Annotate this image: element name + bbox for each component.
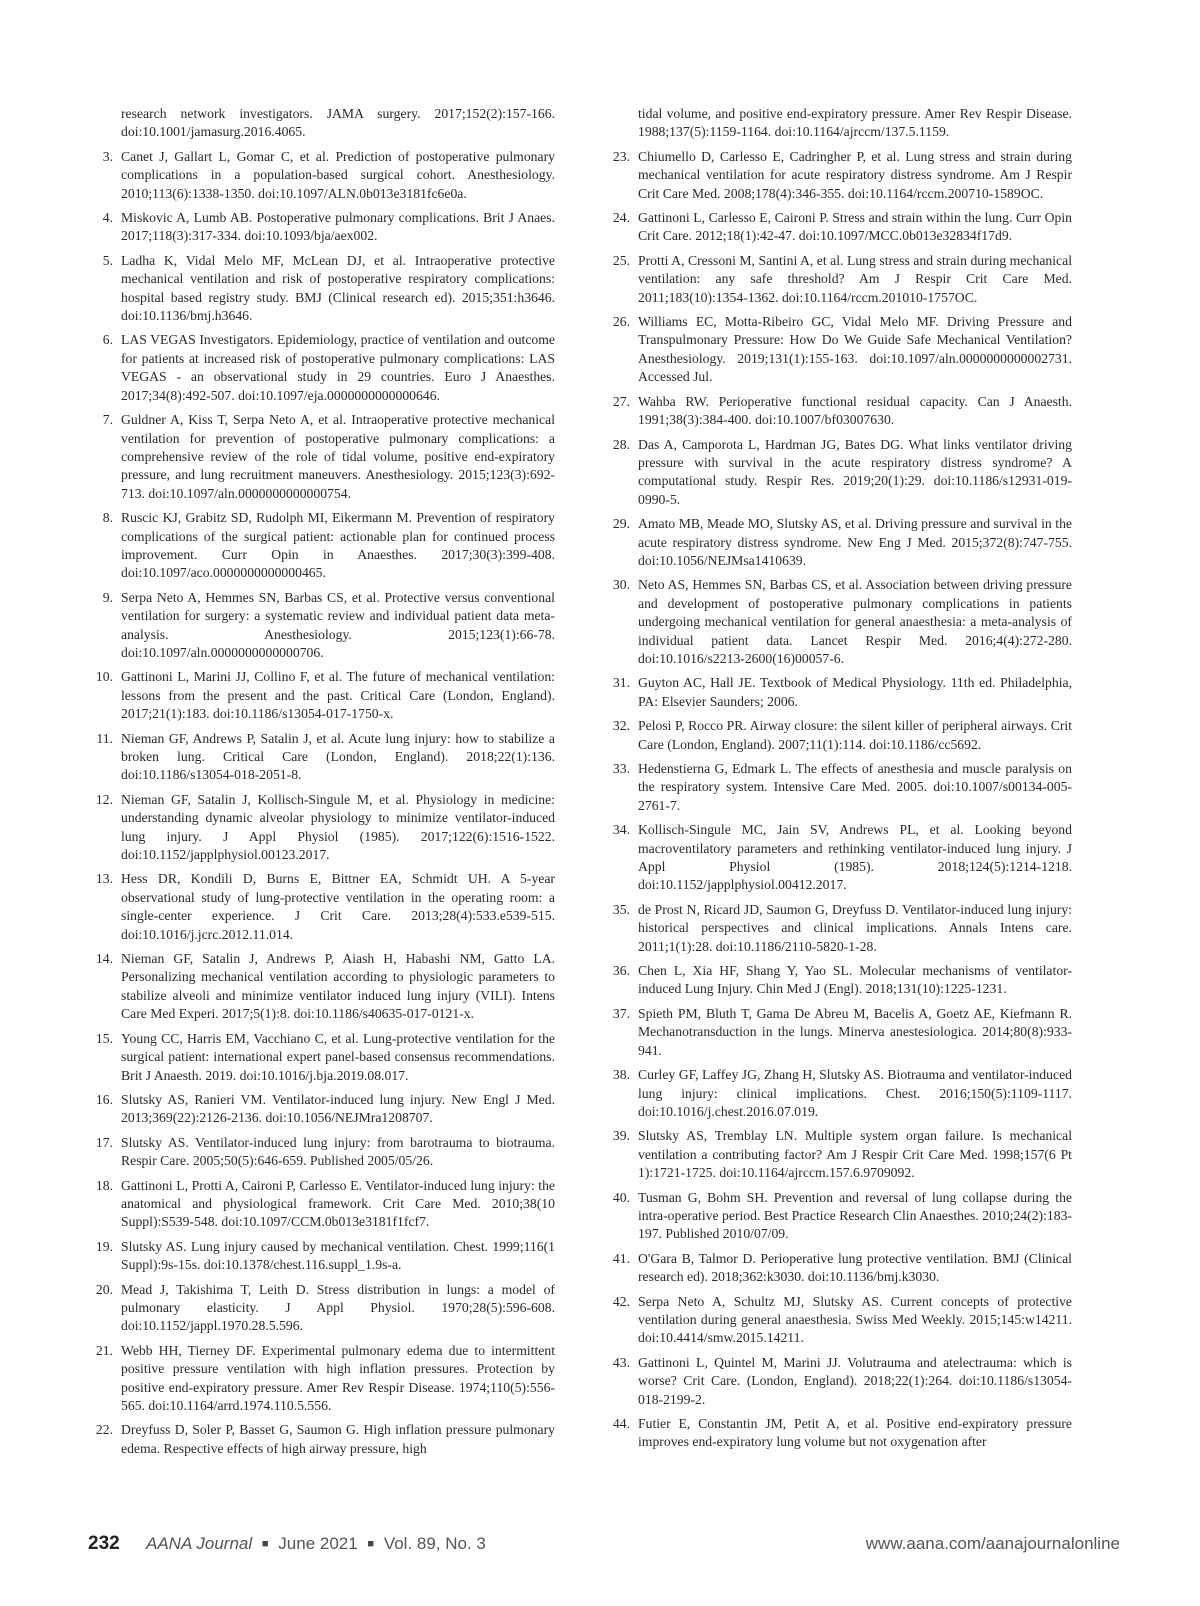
- references-left-column: [88, 105, 555, 1464]
- reference-number: 44.: [612, 1416, 630, 1431]
- reference-number: 20.: [95, 1281, 113, 1297]
- reference-text: Gattinoni L, Protti A, Caironi P, Carlesso E. Ventilator-induced lung injury: the anatomical and physiological framework. Crit Care Med. 2010;38(10 Suppl):S539-548. doi:10.1097/CCM.0b013e3181f1fcf7.: [121, 1177, 555, 1230]
- reference-entry: [88, 1030, 555, 1085]
- reference-entry: [605, 576, 1072, 668]
- journal-citation: [146, 1534, 486, 1554]
- reference-entry: [88, 791, 555, 865]
- reference-number: 29.: [612, 516, 630, 532]
- reference-number: 12.: [95, 791, 113, 807]
- reference-number: 8.: [102, 510, 113, 526]
- reference-entry: [88, 668, 555, 723]
- reference-number: 16.: [95, 1091, 113, 1107]
- reference-number: 14.: [95, 951, 113, 967]
- reference-number: 9.: [102, 589, 113, 605]
- reference-number: 26.: [612, 314, 630, 330]
- reference-entry: [88, 1091, 555, 1128]
- reference-number: 42.: [612, 1293, 630, 1309]
- reference-text: Slutsky AS. Lung injury caused by mechanical ventilation. Chest. 1999;116(1 Suppl):9s-15s. doi:10.1378/chest.116.suppl_1.9s-a.: [121, 1238, 555, 1273]
- reference-number: 30.: [612, 577, 630, 593]
- volume-issue: Vol. 89, No. 3: [383, 1534, 486, 1553]
- reference-text: Gattinoni L, Carlesso E, Caironi P. Stress and strain within the lung. Curr Opin Crit Care. 2012;18(1):42-47. doi:10.1097/MCC.0b013e32834f17d9.: [638, 210, 1072, 244]
- reference-text: Ruscic KJ, Grabitz SD, Rudolph MI, Eikermann M. Prevention of respiratory complications of the surgical patient: actionable plan for continued process improvement. Curr Opin in Anaesthes. 2017;30(3):399-408. doi:10.1097/aco.0000000000000465.: [121, 510, 555, 581]
- reference-entry: [605, 760, 1072, 815]
- reference-number: 37.: [612, 1005, 630, 1021]
- reference-text: Dreyfuss D, Soler P, Basset G, Saumon G. High inflation pressure pulmonary edema. Respective effects of high airway pressure, high: [121, 1422, 555, 1456]
- reference-entry: [88, 730, 555, 785]
- reference-number: 34.: [612, 822, 630, 838]
- reference-text: Hess DR, Kondili D, Burns E, Bittner EA, Schmidt UH. A 5-year observational study of lung-protective ventilation in the operating room: a single-center experience. J Crit Care. 2013;28(4):533.e539-515. doi:10.1016/j.jcrc.2012.11.014.: [121, 871, 555, 942]
- reference-entry: [605, 393, 1072, 430]
- reference-text: de Prost N, Ricard JD, Saumon G, Dreyfuss D. Ventilator-induced lung injury: historical perspectives and clinical implications. Annals Intens care. 2011;1(1):28. doi:10.1186/2110-5820-1-28.: [638, 901, 1072, 954]
- reference-entry: [88, 870, 555, 944]
- reference-entry: [605, 313, 1072, 387]
- reference-number: 10.: [95, 669, 113, 685]
- reference-text: Nieman GF, Satalin J, Andrews P, Aiash H, Habashi NM, Gatto LA. Personalizing mechanical ventilation according to physiologic parameters to stabilize alveoli and minimize ventilator induced lung injury (VILI). Intens Care Med Experi. 2017;5(1):8. doi:10.1186/s40635-017-0121-x.: [121, 951, 555, 1022]
- reference-text: Amato MB, Meade MO, Slutsky AS, et al. Driving pressure and survival in the acute respiratory distress syndrome. New Eng J Med. 2015;372(8):747-755. doi:10.1056/NEJMsa1410639.: [638, 516, 1072, 568]
- reference-entry: [605, 962, 1072, 999]
- references-right-column: [605, 105, 1072, 1458]
- reference-text: Das A, Camporota L, Hardman JG, Bates DG. What links ventilator driving pressure with survival in the acute respiratory distress syndrome? A computational study. Respir Res. 2019;20(1):29. doi:10.1186/s12931-019-0990-5.: [638, 436, 1072, 507]
- reference-text: Curley GF, Laffey JG, Zhang H, Slutsky AS. Biotrauma and ventilator-induced lung injury: clinical implications. Chest. 2016;150(5):1109-1117. doi:10.1016/j.chest.2016.07.019.: [638, 1067, 1072, 1119]
- reference-text: Pelosi P, Rocco PR. Airway closure: the silent killer of peripheral airways. Crit Care (London, England). 2007;11(1):114. doi:10.1186/cc5692.: [638, 718, 1072, 752]
- reference-entry: [88, 331, 555, 405]
- reference-entry: [88, 509, 555, 583]
- reference-number: 25.: [612, 252, 630, 268]
- reference-entry: [88, 950, 555, 1024]
- reference-number: 32.: [612, 718, 630, 734]
- reference-entry: [88, 1134, 555, 1171]
- reference-entry: [605, 1250, 1072, 1287]
- reference-entry: [605, 252, 1072, 307]
- reference-text: Miskovic A, Lumb AB. Postoperative pulmonary complications. Brit J Anaes. 2017;118(3):317-334. doi:10.1093/bja/aex002.: [121, 210, 555, 244]
- reference-number: 43.: [612, 1354, 630, 1370]
- reference-entry: [605, 436, 1072, 510]
- page-number: 232: [88, 1533, 120, 1554]
- reference-number: 35.: [612, 901, 630, 917]
- reference-text: O'Gara B, Talmor D. Perioperative lung protective ventilation. BMJ (Clinical research ed). 2018;362:k3030. doi:10.1136/bmj.k3030.: [638, 1250, 1072, 1285]
- reference-number: 31.: [612, 675, 630, 691]
- footer-separator: ■: [367, 1538, 375, 1550]
- reference-number: 5.: [102, 252, 113, 268]
- reference-number: 11.: [96, 730, 113, 746]
- reference-number: 40.: [612, 1189, 630, 1205]
- reference-text: Kollisch-Singule MC, Jain SV, Andrews PL, et al. Looking beyond macroventilatory parameters and rethinking ventilator-induced lung injury. J Appl Physiol (1985). 2018;124(5):1214-1218. doi:10.1152/japplphysiol.00412.2017.: [638, 822, 1072, 893]
- reference-entry: [88, 1177, 555, 1232]
- reference-text: Slutsky AS, Tremblay LN. Multiple system organ failure. Is mechanical ventilation a contributing factor? Am J Respir Crit Care Med. 1998;157(6 Pt 1):1721-1725. doi:10.1164/ajrccm.157.6.9709092.: [638, 1128, 1072, 1181]
- reference-text: tidal volume, and positive end-expiratory pressure. Amer Rev Respir Disease. 1988;137(5):1159-1164. doi:10.1164/ajrccm/137.5.1159.: [638, 106, 1072, 140]
- journal-name: AANA Journal: [146, 1534, 253, 1553]
- reference-entry: [605, 148, 1072, 203]
- reference-number: 4.: [102, 210, 113, 226]
- reference-entry: [88, 411, 555, 503]
- reference-number: 33.: [612, 761, 630, 776]
- reference-text: Slutsky AS. Ventilator-induced lung injury: from barotrauma to biotrauma. Respir Care. 2005;50(5):646-659. Published 2005/05/26.: [121, 1134, 555, 1169]
- reference-number: 15.: [95, 1030, 113, 1046]
- reference-text: Chiumello D, Carlesso E, Cadringher P, et al. Lung stress and strain during mechanical ventilation for acute respiratory distress syndrome. Am J Respir Crit Care Med. 2008;178(4):346-355. doi:10.1164/rccm.200710-1589OC.: [638, 148, 1072, 201]
- reference-entry: [605, 674, 1072, 711]
- reference-number: 39.: [612, 1128, 630, 1144]
- reference-entry: [88, 209, 555, 246]
- reference-number: 6.: [102, 332, 113, 348]
- reference-entry: [88, 1421, 555, 1458]
- reference-entry: [605, 1189, 1072, 1244]
- reference-text: Protti A, Cressoni M, Santini A, et al. Lung stress and strain during mechanical ventilation: any safe threshold? Am J Respir Crit Care Med. 2011;183(10):1354-1362. doi:10.1164/rccm.201010-1757OC.: [638, 252, 1072, 305]
- reference-entry: [88, 252, 555, 326]
- reference-entry: [605, 105, 1072, 142]
- reference-number: 27.: [612, 393, 630, 409]
- reference-text: Chen L, Xia HF, Shang Y, Yao SL. Molecular mechanisms of ventilator-induced Lung Injury. Chin Med J (Engl). 2018;131(10):1225-1231.: [638, 963, 1072, 997]
- reference-number: 3.: [102, 148, 113, 164]
- reference-entry: [605, 1066, 1072, 1121]
- reference-text: Slutsky AS, Ranieri VM. Ventilator-induced lung injury. New Engl J Med. 2013;369(22):2126-2136. doi:10.1056/NEJMra1208707.: [121, 1091, 555, 1126]
- reference-number: 7.: [102, 412, 113, 428]
- reference-text: Futier E, Constantin JM, Petit A, et al. Positive end-expiratory pressure improves end-expiratory lung volume but not oxygenation after: [638, 1416, 1072, 1450]
- reference-entry: [605, 1005, 1072, 1060]
- reference-entry: [88, 1281, 555, 1336]
- reference-entry: [605, 1127, 1072, 1182]
- reference-number: 13.: [95, 871, 113, 887]
- reference-text: Serpa Neto A, Hemmes SN, Barbas CS, et al. Protective versus conventional ventilation for surgery: a systematic review and individual patient data meta-analysis. Anesthesiology. 2015;123(1):66-78. doi:10.1097/aln.0000000000000706.: [121, 589, 555, 660]
- reference-entry: [605, 821, 1072, 895]
- reference-text: Nieman GF, Satalin J, Kollisch-Singule M, et al. Physiology in medicine: understanding dynamic alveolar physiology to minimize ventilator-induced lung injury. J Appl Physiol (1985). 2017;122(6):1516-1522. doi:10.1152/japplphysiol.00123.2017.: [121, 791, 555, 863]
- reference-text: Neto AS, Hemmes SN, Barbas CS, et al. Association between driving pressure and development of postoperative pulmonary complications in patients undergoing mechanical ventilation for general anaesthesia: a meta-analysis of individual patient data. Lancet Respir Med. 2016;4(4):272-280. doi:10.1016/s2213-2600(16)00057-6.: [638, 577, 1072, 666]
- reference-text: Young CC, Harris EM, Vacchiano C, et al. Lung-protective ventilation for the surgical patient: international expert panel-based consensus recommendations. Brit J Anaesth. 2019. doi:10.1016/j.bja.2019.08.017.: [121, 1030, 555, 1083]
- reference-text: Ladha K, Vidal Melo MF, McLean DJ, et al. Intraoperative protective mechanical ventilation and risk of postoperative respiratory complications: hospital based registry study. BMJ (Clinical research ed). 2015;351:h3646. doi:10.1136/bmj.h3646.: [121, 252, 555, 324]
- reference-text: Williams EC, Motta-Ribeiro GC, Vidal Melo MF. Driving Pressure and Transpulmonary Pressure: How Do We Guide Safe Mechanical Ventilation? Anesthesiology. 2019;131(1):155-163. doi:10.1097/aln.0000000000002731. Accessed Jul.: [638, 314, 1072, 385]
- reference-entry: [605, 1415, 1072, 1452]
- reference-number: 21.: [95, 1342, 113, 1358]
- reference-entry: [605, 717, 1072, 754]
- reference-number: 28.: [612, 436, 630, 452]
- page-footer: [88, 1533, 1120, 1563]
- journal-url[interactable]: www.aana.com/aanajournalonline: [865, 1534, 1120, 1553]
- reference-entry: [88, 1342, 555, 1416]
- reference-entry: [605, 515, 1072, 570]
- reference-number: 18.: [95, 1177, 113, 1193]
- reference-text: Wahba RW. Perioperative functional residual capacity. Can J Anaesth. 1991;38(3):384-400. doi:10.1007/bf03007630.: [638, 393, 1072, 428]
- reference-number: 22.: [95, 1422, 113, 1438]
- reference-entry: [605, 209, 1072, 246]
- reference-number: 24.: [612, 210, 630, 226]
- reference-text: Tusman G, Bohm SH. Prevention and reversal of lung collapse during the intra-operative period. Best Practice Research Clin Anaesthes. 2010;24(2):183-197. Published 2010/07/09.: [638, 1189, 1072, 1242]
- reference-number: 36.: [612, 963, 630, 979]
- reference-number: 41.: [612, 1250, 630, 1266]
- reference-entry: [88, 1238, 555, 1275]
- reference-text: Guyton AC, Hall JE. Textbook of Medical Physiology. 11th ed. Philadelphia, PA: Elsevier Saunders; 2006.: [638, 675, 1072, 709]
- reference-text: Canet J, Gallart L, Gomar C, et al. Prediction of postoperative pulmonary complications in a population-based surgical cohort. Anesthesiology. 2010;113(6):1338-1350. doi:10.1097/ALN.0b013e3181fc6e0a.: [121, 148, 555, 201]
- reference-text: Gattinoni L, Quintel M, Marini JJ. Volutrauma and atelectrauma: which is worse? Crit Care. (London, England). 2018;22(1):264. doi:10.1186/s13054-018-2199-2.: [638, 1354, 1072, 1407]
- reference-text: Guldner A, Kiss T, Serpa Neto A, et al. Intraoperative protective mechanical ventilation for prevention of postoperative pulmonary complications: a comprehensive review of the role of tidal volume, positive end-expiratory pressure, and lung recruitment maneuvers. Anesthesiology. 2015;123(3):692-713. doi:10.1097/aln.0000000000000754.: [121, 412, 555, 501]
- reference-text: Serpa Neto A, Schultz MJ, Slutsky AS. Current concepts of protective ventilation during general anaesthesia. Swiss Med Weekly. 2015;145:w14211. doi:10.4414/smw.2015.14211.: [638, 1293, 1072, 1346]
- reference-entry: [605, 901, 1072, 956]
- reference-text: Mead J, Takishima T, Leith D. Stress distribution in lungs: a model of pulmonary elasticity. J Appl Physiol. 1970;28(5):596-608. doi:10.1152/jappl.1970.28.5.596.: [121, 1281, 555, 1334]
- reference-entry: [88, 589, 555, 663]
- reference-text: Gattinoni L, Marini JJ, Collino F, et al. The future of mechanical ventilation: lessons from the present and the past. Critical Care (London, England). 2017;21(1):183. doi:10.1186/s13054-017-1750-x.: [121, 669, 555, 722]
- reference-text: Nieman GF, Andrews P, Satalin J, et al. Acute lung injury: how to stabilize a broken lung. Critical Care (London, England). 2018;22(1):136. doi:10.1186/s13054-018-2051-8.: [121, 730, 555, 783]
- footer-separator: ■: [261, 1538, 269, 1550]
- reference-text: Spieth PM, Bluth T, Gama De Abreu M, Bacelis A, Goetz AE, Kiefmann R. Mechanotransduction in the lungs. Minerva anestesiologica. 2014;80(8):933-941.: [638, 1005, 1072, 1058]
- reference-number: 19.: [95, 1238, 113, 1254]
- reference-number: 23.: [612, 148, 630, 164]
- reference-text: LAS VEGAS Investigators. Epidemiology, practice of ventilation and outcome for patients at increased risk of postoperative pulmonary complications: LAS VEGAS - an observational study in 29 countries. Euro J Anaesthes. 2017;34(8):492-507. doi:10.1097/eja.0000000000000646.: [121, 332, 555, 403]
- reference-entry: [88, 105, 555, 142]
- issue-date: June 2021: [278, 1534, 358, 1553]
- reference-text: Hedenstierna G, Edmark L. The effects of anesthesia and muscle paralysis on the respiratory system. Intensive Care Med. 2005. doi:10.1007/s00134-005-2761-7.: [638, 761, 1072, 813]
- reference-text: Webb HH, Tierney DF. Experimental pulmonary edema due to intermittent positive pressure ventilation with high inflation pressures. Protection by positive end-expiratory pressure. Amer Rev Respir Disease. 1974;110(5):556-565. doi:10.1164/arrd.1974.110.5.556.: [121, 1342, 555, 1413]
- reference-entry: [605, 1293, 1072, 1348]
- reference-number: 38.: [612, 1067, 630, 1083]
- reference-entry: [88, 148, 555, 203]
- reference-entry: [605, 1354, 1072, 1409]
- reference-text: research network investigators. JAMA surgery. 2017;152(2):157-166. doi:10.1001/jamasurg.2016.4065.: [121, 106, 555, 140]
- reference-number: 17.: [95, 1134, 113, 1150]
